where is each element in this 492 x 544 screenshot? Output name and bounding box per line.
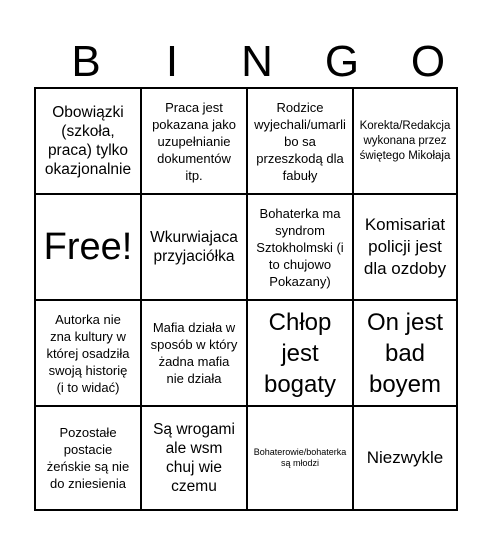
bingo-grid [34, 87, 458, 511]
header-letter-i: I [165, 37, 179, 86]
cell-text: Praca jest pokazana jako uzupełnianie dokumentów itp. [152, 99, 236, 183]
cell-text: Są wrogami ale wsm chuj wie czemu [153, 421, 235, 495]
bingo-cell-r3-c2[interactable] [248, 407, 354, 511]
bingo-cell-r3-c0[interactable] [36, 407, 142, 511]
bingo-cell-r1-c3[interactable] [354, 195, 458, 301]
bingo-cell-r0-c0[interactable] [36, 89, 142, 195]
cell-text: Autorka nie zna kultury w której osadziła swoją historię (i to widać) [46, 311, 130, 395]
cell-text: Bohaterka ma syndrom Sztokholmski (i to chujowo Pokazany) [256, 205, 344, 289]
cell-text: Bohaterowie/bohaterka są młodzi [253, 447, 347, 468]
cell-text: Pozostałe postacie żeńskie są nie do zniesienia [46, 425, 130, 491]
header-letter-o: O [410, 37, 446, 86]
cell-text: Wkurwiajaca przyjaciółka [150, 229, 238, 265]
bingo-cell-r3-c1[interactable] [142, 407, 248, 511]
bingo-header [34, 38, 458, 86]
cell-text-free: Free! [43, 226, 133, 268]
bingo-cell-r2-c0[interactable] [36, 301, 142, 407]
header-letter-b: B [71, 37, 101, 86]
bingo-cell-r1-c1[interactable] [142, 195, 248, 301]
bingo-cell-r2-c3[interactable] [354, 301, 458, 407]
bingo-cell-r2-c1[interactable] [142, 301, 248, 407]
cell-text: Rodzice wyjechali/umarli bo sa przeszkodą dla fabuły [254, 99, 346, 183]
cell-text: Obowiązki (szkoła, praca) tylko okazjonalnie [44, 104, 132, 178]
bingo-cell-r2-c2[interactable] [248, 301, 354, 407]
bingo-cell-r3-c3[interactable] [354, 407, 458, 511]
bingo-cell-r0-c1[interactable] [142, 89, 248, 195]
bingo-cell-r1-c0[interactable] [36, 195, 142, 301]
cell-text: Chłop jest bogaty [263, 308, 337, 398]
bingo-cell-r1-c2[interactable] [248, 195, 354, 301]
bingo-cell-r0-c2[interactable] [248, 89, 354, 195]
cell-text: Komisariat policji jest dla ozdoby [363, 215, 447, 278]
header-letter-n: N [241, 37, 273, 86]
bingo-cell-r0-c3[interactable] [354, 89, 458, 195]
cell-text: Korekta/Redakcja wykonana przez świętego Mikołaja [359, 119, 451, 162]
header-letter-g: G [324, 37, 360, 86]
cell-text: On jest bad boyem [366, 308, 444, 398]
cell-text: Mafia działa w sposób w który żadna mafia nie działa [150, 320, 238, 386]
cell-text: Niezwykle [366, 448, 444, 467]
